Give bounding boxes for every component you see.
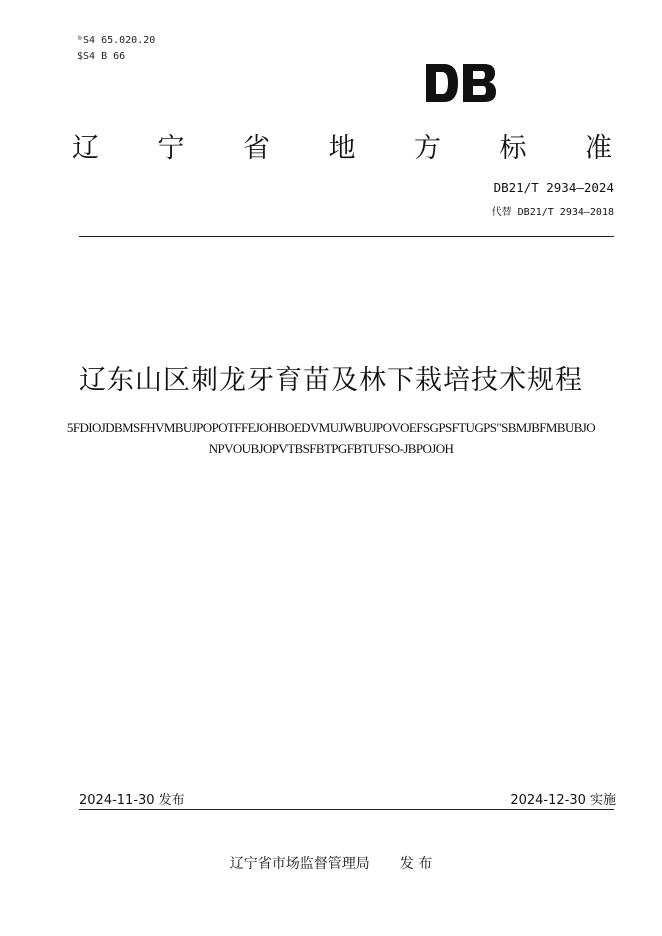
footer-divider (79, 809, 614, 810)
ccs-code: $S4 B 66 (77, 51, 126, 62)
category-char: 地 (328, 133, 356, 164)
category-char: 省 (243, 133, 270, 164)
category-char: 宁 (157, 133, 185, 164)
standard-number: DB21/T 2934—2024 (493, 180, 614, 195)
category-char: 准 (585, 133, 612, 164)
issue-word: 发 布 (399, 856, 433, 872)
category-char: 标 (499, 133, 527, 164)
replaces-standard: 代替 DB21/T 2934—2018 (491, 207, 614, 218)
category-char: 方 (414, 133, 441, 164)
db-logo (424, 62, 498, 104)
issue-date: 2024-11-30 发布 (79, 793, 185, 808)
english-title (60, 417, 602, 459)
db-logo-letter-d (426, 64, 458, 102)
english-title-line: NPVOUBJOPVTBSFBTPGFBTUFSO-JBPOJOH (208, 441, 454, 456)
header-divider (79, 236, 614, 237)
issuing-authority (0, 853, 662, 873)
implementation-date: 2024-12-30 实施 (510, 793, 616, 808)
ics-code: ᵇS4 65.020.20 (77, 35, 156, 46)
category-char: 辽 (72, 133, 99, 164)
standard-category (72, 126, 612, 165)
classification-codes (77, 33, 155, 65)
english-title-line: 5FDIOJDBMSFHVMBUJPOPOTFFEJOHBOEDVMUJWBUJPOVOEFSGPSFTUGPS"SBMJBFMBUBJO (66, 420, 596, 435)
document-title: 辽东山区刺龙牙育苗及林下栽培技术规程 (79, 365, 583, 396)
issuer-name: 辽宁省市场监督管理局 (229, 856, 370, 872)
db-logo-letter-b (463, 64, 496, 102)
